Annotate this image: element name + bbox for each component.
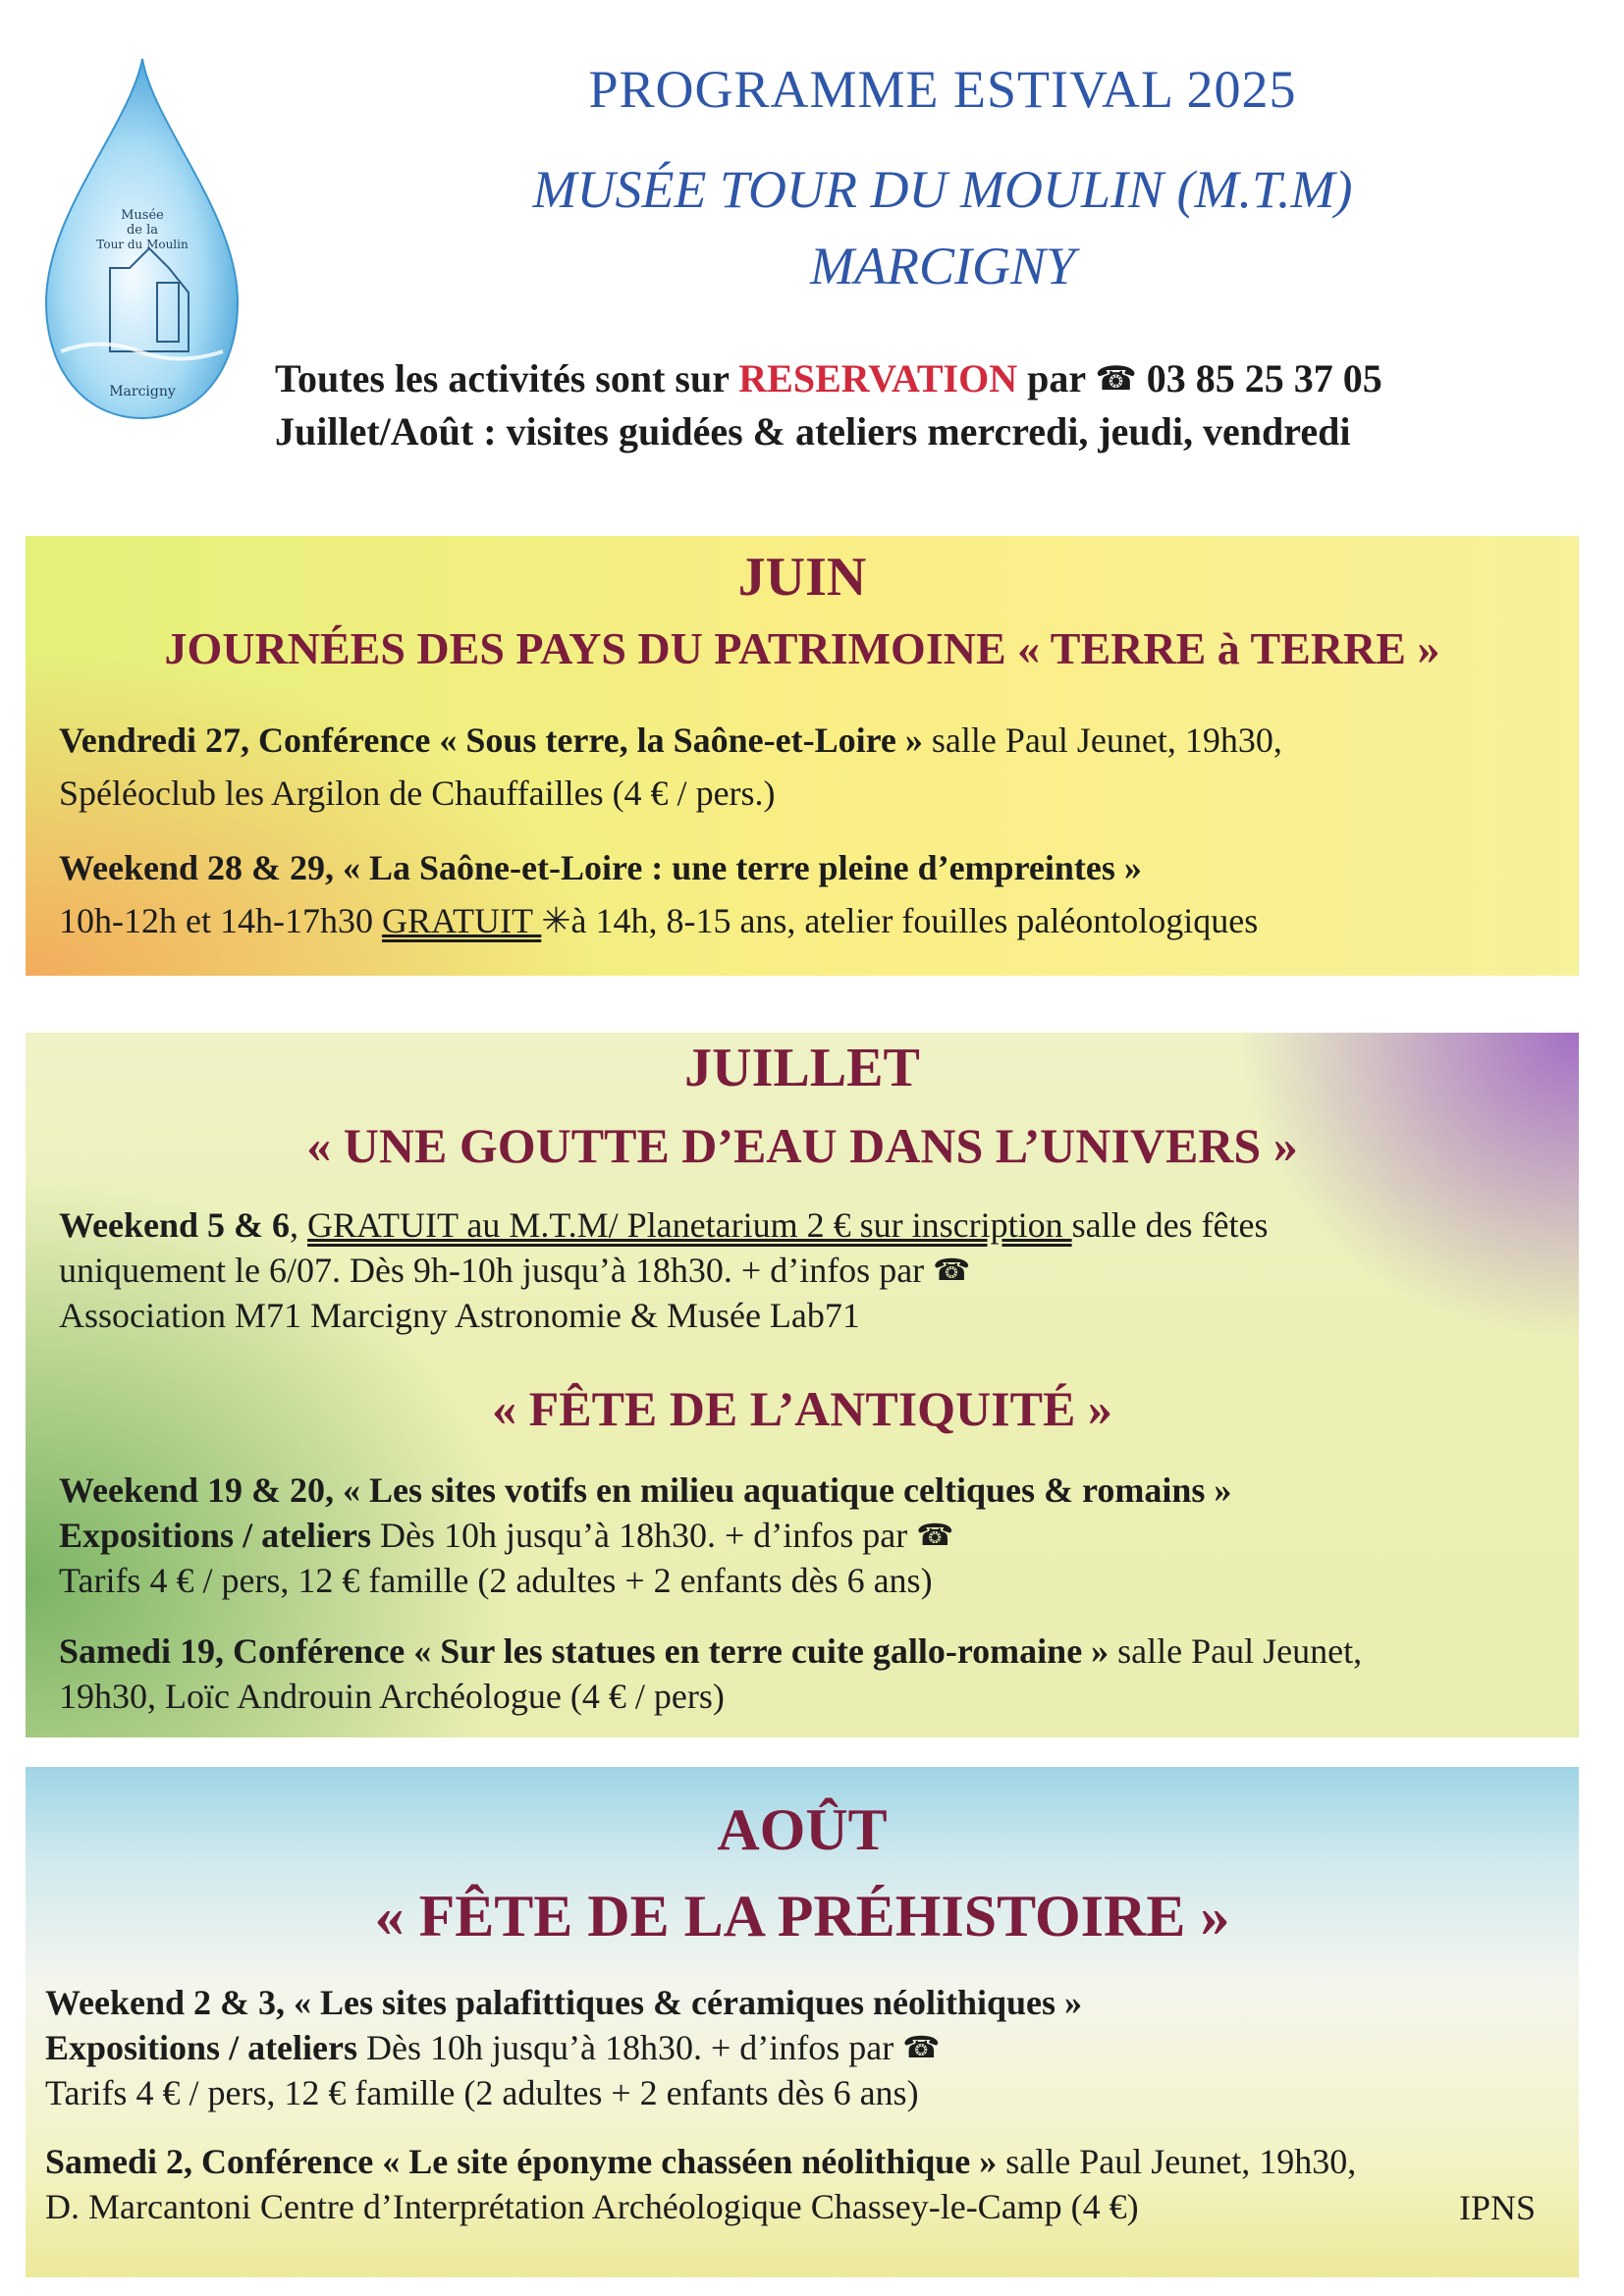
event-juillet-2-line2: Expositions / ateliers Dès 10h jusqu’à 18h30. + d’infos par ☎ bbox=[59, 1514, 953, 1558]
theme-aout: « FÊTE DE LA PRÉHISTOIRE » bbox=[374, 1884, 1230, 1949]
event-aout-2: Samedi 2, Conférence « Le site éponyme chasséen néolithique » salle Paul Jeunet, 19h30, bbox=[45, 2142, 1357, 2181]
svg-text:de la: de la bbox=[126, 223, 159, 238]
theme-juillet-2: « FÊTE DE L’ANTIQUITÉ » bbox=[492, 1381, 1112, 1436]
event-juillet-1-line3: Association M71 Marcigny Astronomie & Musée Lab71 bbox=[59, 1296, 860, 1335]
museum-name: MUSÉE TOUR DU MOULIN (M.T.M) bbox=[532, 160, 1353, 219]
reservation-highlight: RESERVATION bbox=[738, 356, 1018, 400]
event-juillet-1-line2: uniquement le 6/07. Dès 9h-10h jusqu’à 18h30. + d’infos par ☎ bbox=[59, 1249, 970, 1293]
theme-juillet-1: « UNE GOUTTE D’EAU DANS L’UNIVERS » bbox=[306, 1118, 1298, 1173]
section-juillet bbox=[26, 1033, 1579, 1737]
museum-logo bbox=[41, 57, 243, 422]
event-juillet-3-line2: 19h30, Loïc Androuin Archéologue (4 € / pers) bbox=[59, 1677, 725, 1716]
section-juin bbox=[26, 536, 1579, 976]
ipns-label: IPNS bbox=[1459, 2188, 1537, 2227]
section-aout bbox=[26, 1767, 1579, 2277]
month-aout: AOÛT bbox=[717, 1797, 888, 1862]
reservation-line: Toutes les activités sont sur RESERVATION par ☎ 03 85 25 37 05 bbox=[275, 356, 1382, 400]
phone-icon: ☎ bbox=[933, 1254, 971, 1288]
event-aout-1-line2: Expositions / ateliers Dès 10h jusqu’à 18h30. + d’infos par ☎ bbox=[45, 2026, 940, 2070]
event-juillet-3: Samedi 19, Conférence « Sur les statues en terre cuite gallo-romaine » salle Paul Jeunet, bbox=[59, 1631, 1363, 1671]
theme-juin: JOURNÉES DES PAYS DU PATRIMOINE « TERRE à TERRE » bbox=[164, 623, 1440, 673]
phone-icon: ☎ bbox=[902, 2031, 941, 2065]
program-title: PROGRAMME ESTIVAL 2025 bbox=[588, 60, 1297, 119]
schedule-line: Juillet/Août : visites guidées & ateliers mercredi, jeudi, vendredi bbox=[275, 409, 1351, 454]
town-name: MARCIGNY bbox=[810, 237, 1075, 295]
phone-icon: ☎ bbox=[1095, 359, 1137, 399]
event-aout-1: Weekend 2 & 3, « Les sites palafittiques & céramiques néolithiques » bbox=[45, 1983, 1083, 2022]
event-juin-1-details: Spéléoclub les Argilon de Chauffailles (4 € / pers.) bbox=[59, 774, 776, 813]
event-juillet-1: Weekend 5 & 6, GRATUIT au M.T.M/ Planetarium 2 € sur inscription salle des fêtes bbox=[59, 1205, 1269, 1245]
event-juillet-2: Weekend 19 & 20, « Les sites votifs en milieu aquatique celtiques & romains » bbox=[59, 1470, 1232, 1510]
event-juin-1: Vendredi 27, Conférence « Sous terre, la Saône-et-Loire » salle Paul Jeunet, 19h30, bbox=[59, 721, 1282, 760]
svg-text:Marcigny: Marcigny bbox=[109, 384, 176, 400]
event-aout-2-line2: D. Marcantoni Centre d’Interprétation Archéologique Chassey-le-Camp (4 €) bbox=[45, 2187, 1139, 2226]
phone-number: 03 85 25 37 05 bbox=[1136, 356, 1382, 400]
event-juin-2: Weekend 28 & 29, « La Saône-et-Loire : une terre pleine d’empreintes » bbox=[59, 848, 1142, 887]
event-aout-1-line3: Tarifs 4 € / pers, 12 € famille (2 adultes + 2 enfants dès 6 ans) bbox=[45, 2073, 919, 2112]
logo-text: Musée bbox=[121, 208, 164, 223]
svg-text:Tour du Moulin: Tour du Moulin bbox=[96, 238, 189, 251]
event-juin-2-details: 10h-12h et 14h-17h30 GRATUIT ✳à 14h, 8-15 ans, atelier fouilles paléontologiques bbox=[59, 901, 1259, 940]
phone-icon: ☎ bbox=[916, 1519, 954, 1553]
event-juillet-2-line3: Tarifs 4 € / pers, 12 € famille (2 adultes + 2 enfants dès 6 ans) bbox=[59, 1561, 933, 1600]
month-juillet: JUILLET bbox=[684, 1038, 920, 1098]
month-juin: JUIN bbox=[737, 547, 867, 608]
